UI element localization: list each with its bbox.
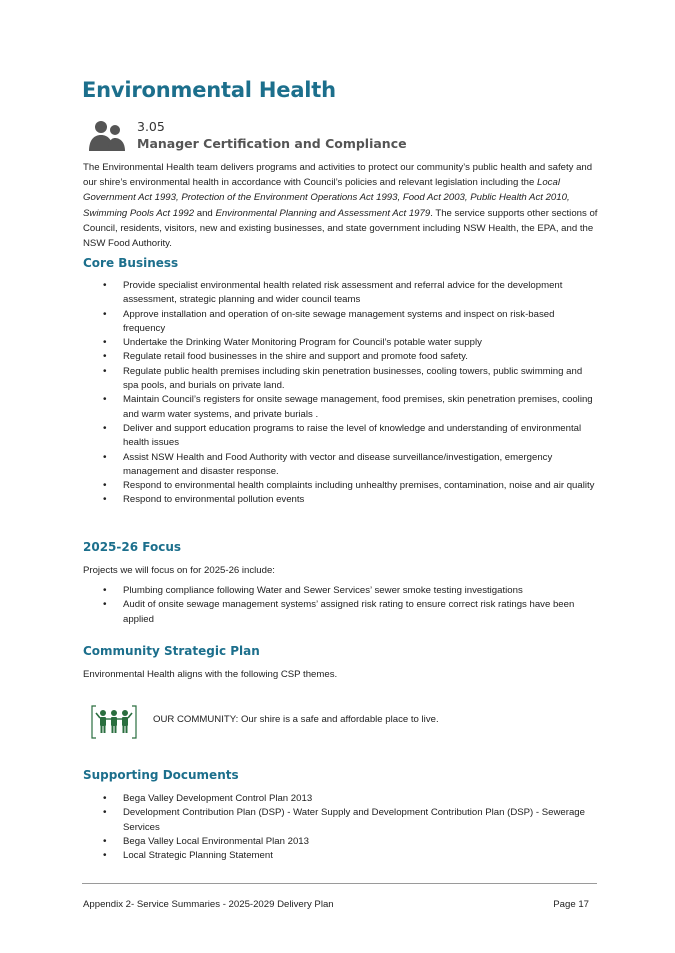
supporting-documents-heading: Supporting Documents [83,768,239,782]
footer-divider [82,883,597,884]
page-number: Page 17 [553,899,589,910]
service-name: Manager Certification and Compliance [137,136,407,151]
focus-list [83,584,598,627]
service-code: 3.05 [137,119,165,134]
list-item: • Bega Valley Local Environmental Plan 2013 [83,835,598,849]
list-item: • Bega Valley Development Control Plan 2013 [83,792,598,806]
list-item: • Deliver and support education programs to raise the level of knowledge and understanding of environmental health issues [83,422,598,451]
focus-heading: 2025-26 Focus [83,540,182,554]
list-item: • Assist NSW Health and Food Authority with vector and disease surveillance/investigation, emergency management and disaster response. [83,451,598,480]
list-item: • Respond to environmental health complaints including unhealthy premises, contamination, noise and air quality [83,479,598,493]
core-business-list [83,279,598,508]
list-item: • Respond to environmental pollution events [83,493,598,507]
supporting-documents-list [83,792,598,863]
list-item: • Maintain Council’s registers for onsite sewage management, food premises, skin penetration premises, cooling and warm water systems, and private burials . [83,393,598,422]
people-icon [88,120,126,152]
intro-paragraph: The Environmental Health team delivers programs and activities to protect our community’s public health and safety and our shire’s environmental health in accordance with Council’s policies and relevant legislation including the Local Government Act 1993, Protection of the Environment Operations Act 1993, Food Act 2003, Public Health Act 2010, Swimming Pools Act 1992 and Environmental Planning and Assessment Act 1979. The service supports other sections of Council, residents, visitors, new and existing businesses, and state government including NSW Health, the EPA, and the NSW Food Authority. [83,162,598,250]
list-item: • Regulate public health premises including skin penetration businesses, cooling towers, public swimming and spa pools, and burials on private land. [83,365,598,394]
list-item: • Regulate retail food businesses in the shire and support and promote food safety. [83,350,598,364]
core-business-heading: Core Business [83,256,179,270]
page-title: Environmental Health [82,78,336,102]
list-item: • Undertake the Drinking Water Monitoring Program for Council’s potable water supply [83,336,598,350]
list-item: • Development Contribution Plan (DSP) - Water Supply and Development Contribution Plan (DSP) - Sewerage Services [83,806,598,835]
csp-intro: Environmental Health aligns with the following CSP themes. [83,669,338,680]
list-item: • Approve installation and operation of on-site sewage management systems and inspect on risk-based frequency [83,308,598,337]
footer-document-title: Appendix 2- Service Summaries - 2025-2029 Delivery Plan [83,899,334,910]
list-item: • Local Strategic Planning Statement [83,849,598,863]
csp-heading: Community Strategic Plan [83,644,260,658]
list-item: • Plumbing compliance following Water and Sewer Services’ sewer smoke testing investigations [83,584,598,598]
community-icon [91,704,137,740]
focus-intro: Projects we will focus on for 2025-26 include: [83,565,275,576]
list-item: • Audit of onsite sewage management systems’ assigned risk rating to ensure correct risk ratings have been applied [83,598,598,627]
csp-theme: OUR COMMUNITY: Our shire is a safe and affordable place to live. [153,714,439,725]
list-item: • Provide specialist environmental health related risk assessment and referral advice for the development assessment, strategic planning and wider council teams [83,279,598,308]
